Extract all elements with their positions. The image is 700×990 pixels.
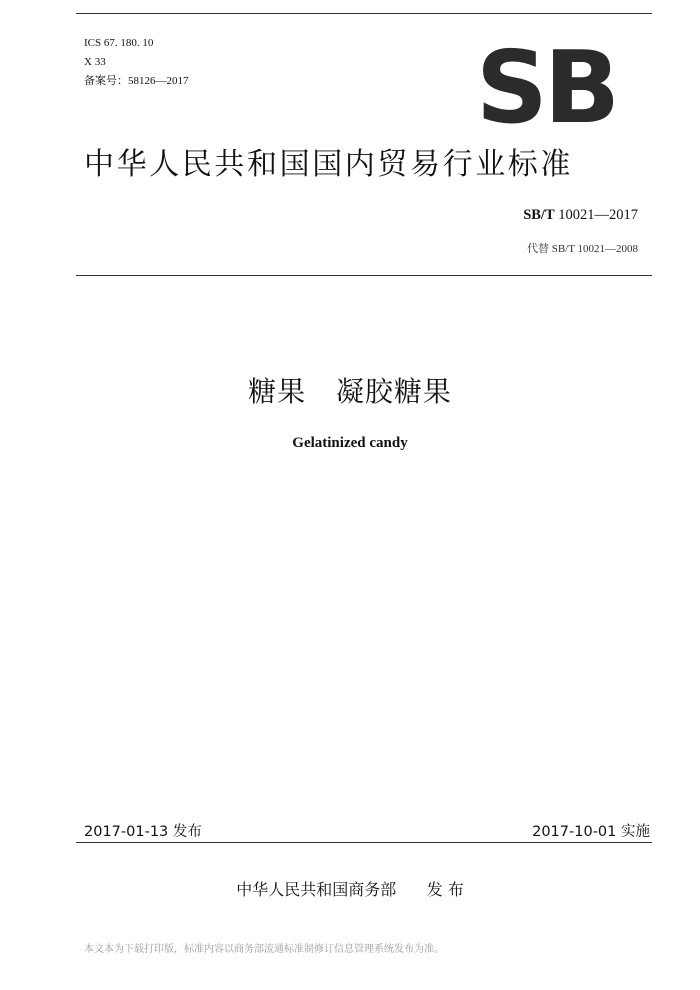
- effective-date: 2017-10-01 实施: [532, 824, 650, 840]
- footer-rule: [76, 842, 652, 843]
- sb-logo: SB: [475, 46, 617, 130]
- publisher: 中华人民共和国商务部 发 布: [236, 880, 464, 899]
- standard-number: [523, 207, 638, 224]
- replaces-standard: 代替 SB/T 10021—2008: [526, 243, 638, 255]
- standard-number-value: 10021—2017: [554, 207, 638, 223]
- top-rule: [76, 13, 652, 14]
- ccs-code: X 33: [84, 56, 106, 68]
- issue-date: 2017-01-13 发布: [84, 824, 202, 840]
- title-chinese: 糖果 凝胶糖果: [248, 375, 452, 408]
- record-number: 备案号：58126—2017: [84, 75, 189, 87]
- standard-category: 中华人民共和国国内贸易行业标准: [84, 147, 573, 182]
- header-rule: [76, 275, 652, 276]
- title-english: Gelatinized candy: [292, 435, 408, 451]
- ics-code: ICS 67. 180. 10: [84, 37, 154, 49]
- standard-number-prefix: SB/T: [523, 207, 555, 223]
- download-footnote: 本文本为下载打印版，标准内容以商务部流通标准制修订信息管理系统发布为准。: [84, 944, 444, 955]
